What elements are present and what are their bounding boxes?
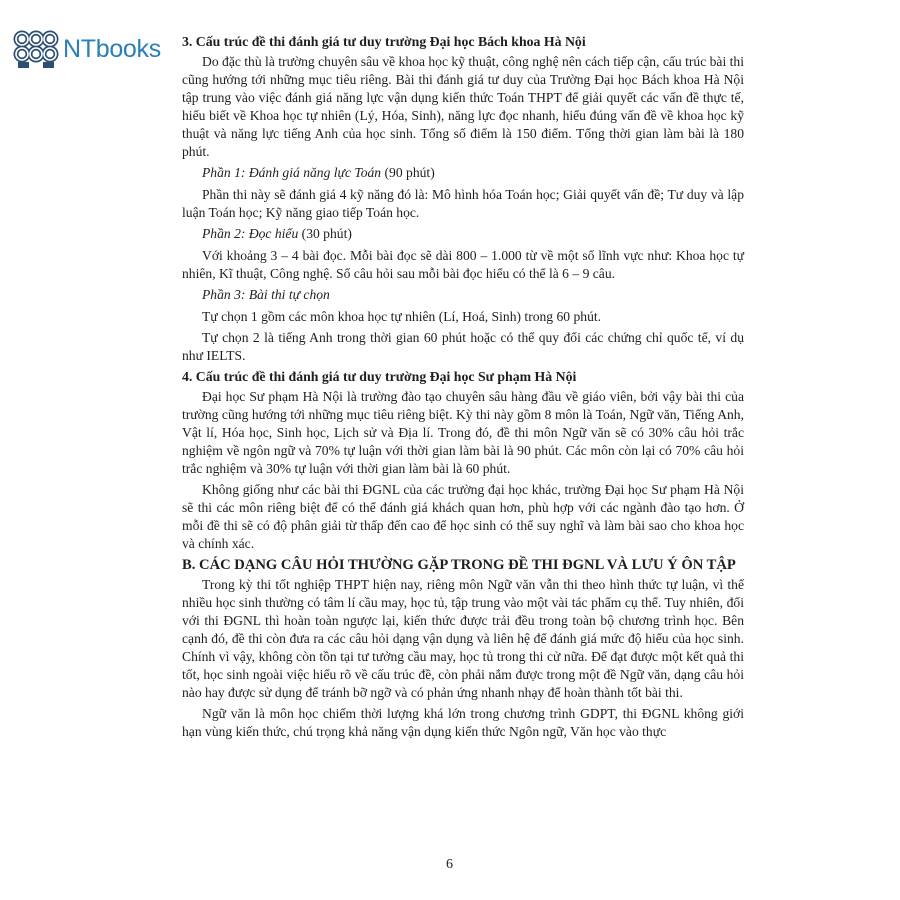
- section-b-paragraph-2: Ngữ văn là môn học chiếm thời lượng khá lớn trong chương trình GDPT, thi ĐGNL không giới hạn vùng kiến thức, chú trọng khả năng vận dụng kiến thức Ngôn ngữ, Văn học vào thực: [182, 706, 744, 739]
- section-4-heading: 4. Cấu trúc đề thi đánh giá tư duy trường Đại học Sư phạm Hà Nội: [182, 369, 577, 384]
- knot-logo-icon: [10, 28, 60, 70]
- brand-logo: [10, 28, 161, 70]
- part-2-label: Phần 2: Đọc hiểu: [202, 226, 299, 241]
- part-1-description: Phần thi này sẽ đánh giá 4 kỹ năng đó là: Mô hình hóa Toán học; Giải quyết vấn đề; Tư duy và lập luận Toán học; Kỹ năng giao tiếp Toán học.: [182, 187, 744, 220]
- part-3-label: Phần 3: Bài thi tự chọn: [202, 287, 330, 302]
- section-3-heading: 3. Cấu trúc đề thi đánh giá tư duy trường Đại học Bách khoa Hà Nội: [182, 34, 586, 49]
- section-4-paragraph-1: Đại học Sư phạm Hà Nội là trường đào tạo chuyên sâu hàng đầu về giáo viên, bởi vậy bài thi của trường cũng hướng tới những mục tiêu riêng biệt. Kỳ thi này gồm 8 môn là Toán, Ngữ văn, Tiếng Anh, Vật lí, Hóa học, Sinh học, Lịch sử và Địa lí. Trong đó, đề thi môn Ngữ văn sẽ có 30% câu hỏi trắc nghiệm về ngôn ngữ và 70% tự luận với thời gian làm bài là 90 phút. Các môn còn lại có 70% câu hỏi trắc nghiệm và 30% tự luận với thời gian làm bài là 60 phút.: [182, 389, 744, 476]
- part-3-title: [202, 286, 744, 304]
- part-3-option-2: Tự chọn 2 là tiếng Anh trong thời gian 60 phút hoặc có thể quy đổi các chứng chỉ quốc tế, ví dụ như IELTS.: [182, 330, 744, 363]
- section-3-paragraph: Do đặc thù là trường chuyên sâu về khoa học kỹ thuật, công nghệ nên cách tiếp cận, cấu trúc bài thi cũng hướng tới những mục tiêu riêng. Bài thi đánh giá tư duy của Trường Đại học Bách khoa Hà Nội tập trung vào việc đánh giá năng lực vận dụng kiến thức Toán THPT để giải quyết các vấn đề thực tế, hiểu biết về Khoa học tự nhiên (Lý, Hóa, Sinh), năng lực đọc nhanh, hiểu đúng vấn đề về khoa học kỹ thuật và năng lực tiếng Anh của học sinh. Tổng số điểm là 150 điểm. Tổng thời gian làm bài là 180 phút.: [182, 54, 744, 159]
- brand-name: NTbooks: [63, 34, 161, 63]
- part-2-duration: (30 phút): [298, 226, 352, 241]
- part-3-option-1: Tự chọn 1 gồm các môn khoa học tự nhiên (Lí, Hoá, Sinh) trong 60 phút.: [202, 309, 602, 324]
- page-number: 6: [446, 857, 453, 872]
- document-body: [182, 33, 744, 744]
- part-1-duration: (90 phút): [381, 165, 435, 180]
- section-b-heading: B. CÁC DẠNG CÂU HỎI THƯỜNG GẶP TRONG ĐỀ THI ĐGNL VÀ LƯU Ý ÔN TẬP: [182, 557, 736, 573]
- part-1-title: [202, 164, 744, 182]
- section-4-paragraph-2: Không giống như các bài thi ĐGNL của các trường đại học khác, trường Đại học Sư phạm Hà Nội sẽ thi các môn riêng biệt để có thể đánh giá khách quan hơn, phù hợp với các ngành đào tạo hơn. Ở mỗi đề thi sẽ có độ phân giải từ thấp đến cao để học sinh có thể suy nghĩ và làm bài sao cho khoa học và chính xác.: [182, 482, 744, 551]
- section-b-paragraph-1: Trong kỳ thi tốt nghiệp THPT hiện nay, riêng môn Ngữ văn vẫn thi theo hình thức tự luận, vì thế nhiều học sinh thường có tâm lí cầu may, học tủ, tập trung vào một vài tác phẩm cụ thể. Tuy nhiên, đối với thi ĐGNL thì hoàn toàn ngược lại, kiến thức được trải đều trong toàn bộ chương trình học. Bên cạnh đó, đề thi còn đưa ra các câu hỏi dạng vận dụng và liên hệ để đánh giá mức độ hiểu của học sinh. Chính vì vậy, không còn tồn tại tư tưởng cầu may, học tủ trong thi cử nữa. Để đạt được một kết quả thi tốt, học sinh ngoài việc hiểu rõ về cấu trúc đề, còn phải nắm được trong một đề Ngữ văn, dạng câu hỏi nào hay được sử dụng để tránh bỡ ngỡ và có phản ứng nhanh nhạy để hoàn thành tốt bài thi.: [182, 577, 744, 700]
- part-2-description: Với khoảng 3 – 4 bài đọc. Mỗi bài đọc sẽ dài 800 – 1.000 từ về một số lĩnh vực như: Khoa học tự nhiên, Kĩ thuật, Công nghệ. Số câu hỏi sau mỗi bài đọc hiểu có thể là 6 – 9 câu.: [182, 248, 744, 281]
- part-1-label: Phần 1: Đánh giá năng lực Toán: [202, 165, 382, 180]
- part-2-title: [202, 225, 744, 243]
